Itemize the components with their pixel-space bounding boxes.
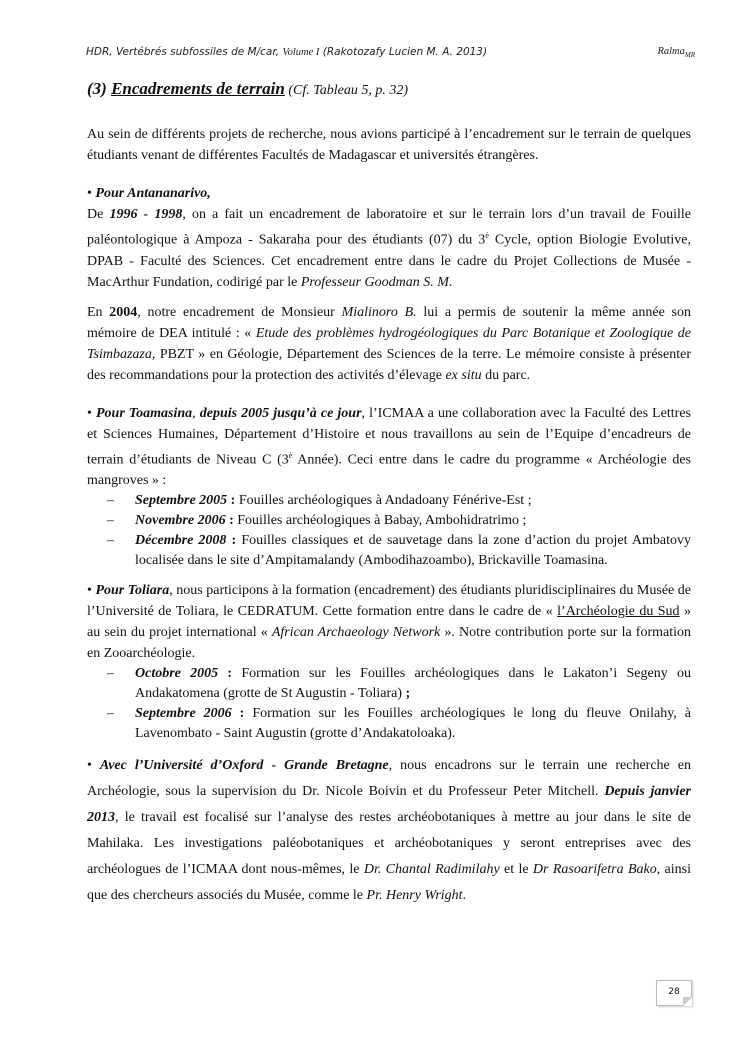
text-run: ». Notre contribution porte sur la formation en Zooarchéologie. [87,625,691,662]
text-run: » au sein du projet international « [87,604,692,641]
header-right [657,46,695,59]
running-header [86,46,695,59]
paragraph-antananarivo-1996 [87,204,691,293]
header-volume: Volume I [282,47,320,58]
text-run: : [231,706,253,722]
text-run: . [448,274,453,290]
spacer [87,166,691,183]
text-run: , nous encadrons sur le terrain une recherche en Archéologie, sous la supervision du Dr. Nicole Boivin et du Professeur Peter Mitchell. [87,758,691,800]
text-run: Pour Antananarivo, [95,186,211,201]
paragraph-intro [87,124,691,166]
text-run: lui a permis de soutenir la même année son mémoire de DEA intitulé : « [87,304,691,341]
paragraph-oxford [87,753,691,909]
text-run: African Archaeology Network [271,625,441,641]
text-run: Etude des problèmes hydrogéologiques du Parc Botanique et Zoologique de Tsimbazaza, [87,325,691,362]
header-right-text: Ralma [657,46,685,57]
list-item [87,664,691,704]
list-item [87,531,691,571]
section-number: (3) [87,79,112,98]
text-run: Avec l’Université d’Oxford - Grande Bretagne [99,758,389,774]
header-right-sub: MR [684,51,695,60]
text-run: Pr. Henry Wright [366,888,463,904]
text-run: Formation sur les Fouilles archéologiques le long du fleuve Onilahy, à Lavenombato - Saint Augustin (grotte d’Andakatoloaka). [135,706,691,742]
text-run: l’Archéologie du Sud [557,604,680,620]
text-run: 1996 - 1998 [109,207,183,222]
list-item [87,704,691,744]
page-number: 28 [656,980,692,1006]
text-run: ex situ [445,367,482,383]
spacer [87,744,691,753]
text-run: : [225,513,238,529]
text-run: • [87,758,100,774]
text-run: De [87,207,110,222]
dash-list [87,664,691,744]
text-run: 2004 [109,304,138,320]
spacer [87,571,691,580]
text-run: Fouilles archéologiques à Babay, Ambohidratrimo ; [237,513,527,529]
header-title: HDR, Vertébrés subfossiles de M/car, [86,46,283,58]
text-run: , nous participons à la formation (encadrement) des étudiants pluridisciplinaires du Musée de l’Université de Toliara, le CEDRATUM. Cette formation entre dans le cadre de « [87,583,692,620]
text-run: è [485,231,489,240]
text-run: , le travail est focalisé sur l’analyse des restes archéobotaniques à mettre au jour dans le site de Mahilaka. Les investigations paléobotaniques et archéobotaniques y seront entreprises avec des archéologues de l’ICMAA dont nous-mêmes, le [87,810,691,878]
text-run: et le [499,862,533,878]
text-run: depuis 2005 jusqu’à ce jour [199,405,362,421]
text-run: ; [405,686,411,702]
text-run: Dr Rasoarifetra Bako [532,862,657,878]
spacer [87,386,691,403]
text-run: , [192,405,200,421]
text-run: Novembre 2006 [135,513,226,529]
text-run: , on a fait un encadrement de laboratoire et sur le terrain lors d’un travail de Fouille paléontologique à Ampoza - Sakaraha pour des étudiants (07) du 3 [87,207,691,248]
header-author: (Rakotozafy Lucien M. A. 2013) [319,46,488,58]
dash-list [87,491,691,571]
text-run: . [462,888,467,904]
text-run: Année). Ceci entre dans le cadre du programme « Archéologie des mangroves » : [87,452,691,489]
text-run: Fouilles archéologiques à Andadoany Fénérive-Est ; [238,493,532,509]
text-run: • [87,186,96,201]
text-run: • [87,405,96,421]
text-run: Depuis janvier 2013 [87,784,691,826]
list-item [87,491,691,511]
text-run: Dr. Chantal Radimilahy [363,862,500,878]
text-run: Formation sur les Fouilles archéologiques dans le Lakaton’i Segeny ou Andakatomena (grotte de St Augustin - Toliara) [135,666,691,702]
spacer [87,293,691,302]
section-title [87,79,408,99]
text-run: Professeur Goodman S. M [300,274,449,290]
text-run: Septembre 2005 [135,493,228,509]
text-run: Octobre 2005 [135,666,219,682]
section-reference: (Cf. Tableau 5, p. 32) [284,83,409,98]
text-run: Fouilles classiques et de sauvetage dans la zone d’action du projet Ambatovy localisée dans le site d’Ampitamalandy (Ambodihazoambo), Brickaville Toamasina. [135,533,691,569]
text-run: , ainsi que des chercheurs associés du Musée, comme le [87,862,692,904]
paragraph-antananarivo-2004 [87,302,691,386]
text-run: PBZT » en Géologie, Département des Sciences de la terre. Le mémoire consiste à présenter des recommandations pour la protection des activités d’élevage [87,346,691,383]
text-run: Pour Toamasina [95,405,193,421]
text-run: : [226,533,242,549]
text-run: : [227,493,239,509]
text-run: du parc. [481,367,531,383]
text-run: Décembre 2008 [135,533,227,549]
text-run: è [288,450,293,460]
text-run: Pour Toliara [95,583,170,599]
text-run: Au sein de différents projets de recherche, nous avions participé à l’encadrement sur le terrain de quelques étudiants venant de différentes Facultés de Madagascar et universités étrangères. [87,127,691,163]
text-run: Mialinoro B. [341,304,417,320]
header-left [86,46,487,59]
paragraph-toliara [87,580,691,664]
text-run: Cycle, option Biologie Evolutive, DPAB - Faculté des Sciences. Cet encadrement entre dans le cadre du Projet Collections de Musée - MacArthur Fundation, codirigé par le [87,232,691,290]
list-item [87,511,691,531]
text-run: : [218,666,242,682]
document-body [87,124,691,909]
text-run: Septembre 2006 [135,706,232,722]
text-run: , l’ICMAA a une collaboration avec la Faculté des Lettres et Sciences Humaines, Département d’Histoire et nous travaillons au sein de l’Equipe d’encadreurs de terrain d’étudiants de Niveau C (3 [87,405,691,468]
section-heading: Encadrements de terrain [111,79,285,98]
paragraph-antananarivo-heading [87,183,691,204]
paragraph-toamasina [87,403,691,492]
text-run: En [87,304,110,320]
text-run: • [87,583,96,599]
text-run: , notre encadrement de Monsieur [137,304,342,320]
